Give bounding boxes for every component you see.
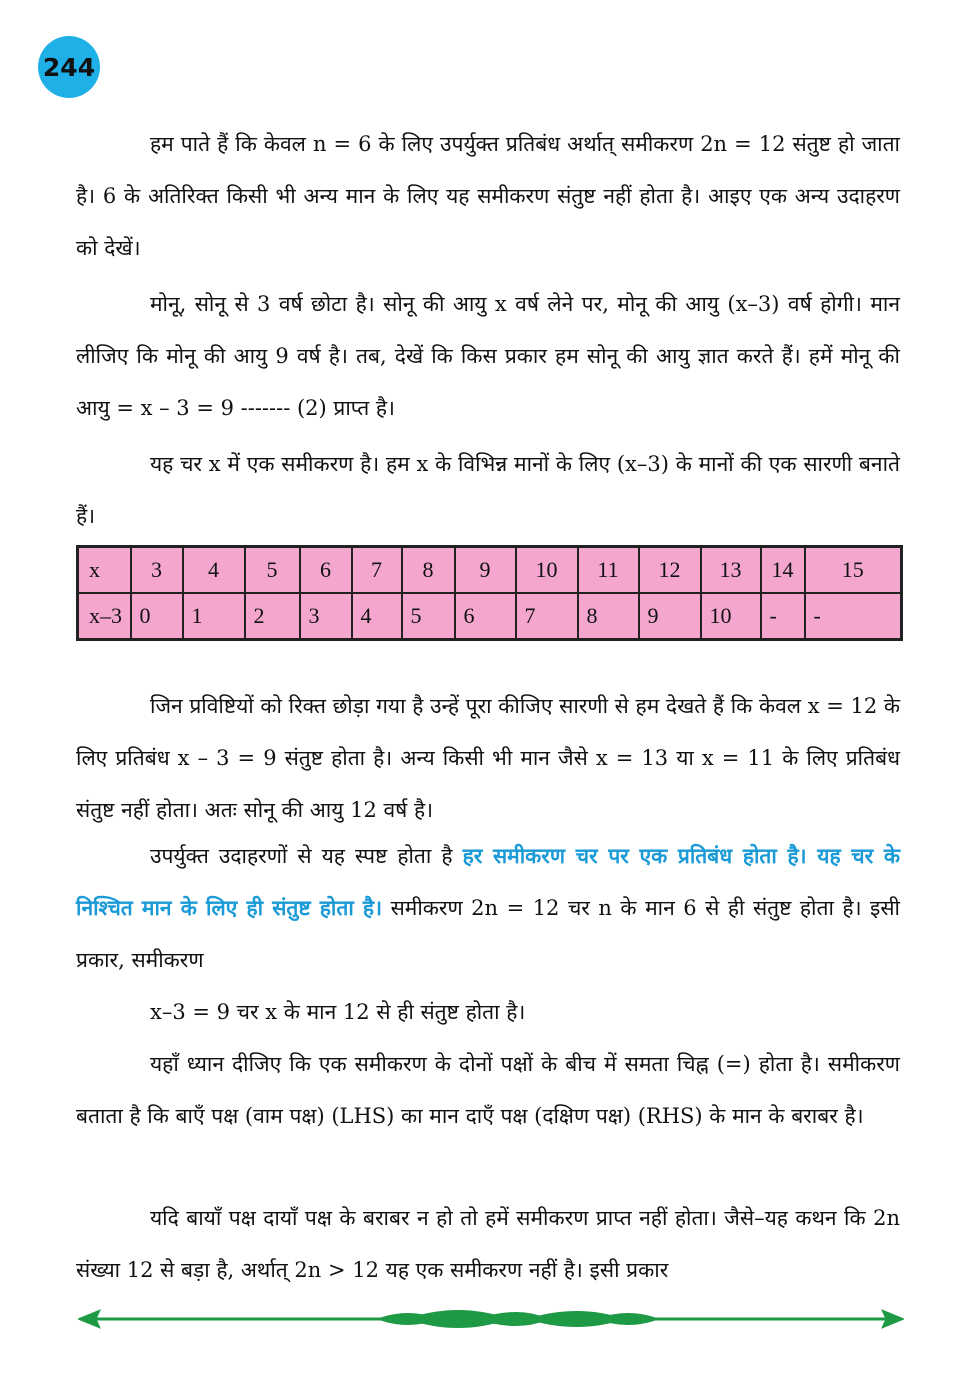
table-cell: 4 (183, 547, 245, 594)
table-cell: 13 (701, 547, 761, 594)
table-row-x-minus-3 (78, 593, 902, 640)
table-cell: 6 (300, 547, 352, 594)
highlighted-statement: हर समीकरण चर पर एक प्रतिबंध होता है। यह चर के निश्चित मान के लिए ही संतुष्ट होता है। (76, 843, 900, 920)
table-cell: 8 (402, 547, 455, 594)
table-cell: 14 (761, 547, 805, 594)
paragraph-5-start: उपर्युक्त उदाहरणों से यह स्पष्ट होता है (150, 844, 463, 868)
table-cell: 3 (300, 593, 352, 640)
values-table (76, 545, 903, 641)
table-cell: 1 (183, 593, 245, 640)
table-cell: - (805, 593, 902, 640)
page-number: 244 (42, 52, 96, 82)
table-cell: 2 (245, 593, 300, 640)
table-cell: x–3 (78, 593, 131, 640)
footer-ornament (78, 1302, 904, 1336)
table-cell: 12 (639, 547, 701, 594)
paragraph-2: मोनू, सोनू से 3 वर्ष छोटा है। सोनू की आयु x वर्ष लेने पर, मोनू की आयु (x–3) वर्ष होगी। मान लीजिए कि मोनू की आयु 9 वर्ष है। तब, देखें कि किस प्रकार हम सोनू की आयु ज्ञात करते हैं। हमें मोनू की आयु = x – 3 = 9 ------- (2) प्राप्त है। (76, 292, 900, 420)
table-cell: 9 (639, 593, 701, 640)
paragraph-7: यदि बायाँ पक्ष दायाँ पक्ष के बराबर न हो तो हमें समीकरण प्राप्त नहीं होता। जैसे–यह कथन कि 2n संख्या 12 से बड़ा है, अर्थात् 2n > 12 यह एक समीकरण नहीं है। इसी प्रकार (76, 1206, 900, 1282)
paragraph-6: यहाँ ध्यान दीजिए कि एक समीकरण के दोनों पक्षों के बीच में समता चिह्न (=) होता है। समीकरण बताता है कि बाएँ पक्ष (वाम पक्ष) (LHS) का मान दाएँ पक्ष (दक्षिण पक्ष) (RHS) के मान के बराबर है। (76, 1052, 900, 1128)
table-cell: 9 (455, 547, 516, 594)
page-number-badge (38, 36, 100, 98)
table-cell: 8 (578, 593, 639, 640)
table-cell: - (761, 593, 805, 640)
table-cell: 3 (131, 547, 183, 594)
table-cell: x (78, 547, 131, 594)
paragraph-5 (76, 830, 900, 986)
paragraph-4: जिन प्रविष्टियों को रिक्त छोड़ा गया है उन्हें पूरा कीजिए सारणी से हम देखते हैं कि केवल x = 12 के लिए प्रतिबंध x – 3 = 9 संतुष्ट होता है। अन्य किसी भी मान जैसे x = 13 या x = 11 के लिए प्रतिबंध संतुष्ट नहीं होता। अतः सोनू की आयु 12 वर्ष है। (76, 694, 901, 822)
table-cell: 6 (455, 593, 516, 640)
table-cell: 5 (402, 593, 455, 640)
paragraph-3: यह चर x में एक समीकरण है। हम x के विभिन्न मानों के लिए (x–3) के मानों की एक सारणी बनाते हैं। (76, 452, 900, 528)
table-cell: 15 (805, 547, 902, 594)
paragraph-1: हम पाते हैं कि केवल n = 6 के लिए उपर्युक्त प्रतिबंध अर्थात् समीकरण 2n = 12 संतुष्ट हो जाता है। 6 के अतिरिक्त किसी भी अन्य मान के लिए यह समीकरण संतुष्ट नहीं होता है। आइए एक अन्य उदाहरण को देखें। (76, 132, 900, 260)
table-cell: 4 (352, 593, 402, 640)
table-cell: 5 (245, 547, 300, 594)
table-cell: 10 (701, 593, 761, 640)
paragraph-5-end: समीकरण 2n = 12 चर n के मान 6 से ही संतुष्ट होता है। इसी प्रकार, समीकरण (76, 896, 900, 972)
table-cell: 7 (352, 547, 402, 594)
table-cell: 0 (131, 593, 183, 640)
table-cell: 7 (516, 593, 578, 640)
table-cell: 11 (578, 547, 639, 594)
table-cell: 10 (516, 547, 578, 594)
equation-line: x–3 = 9 चर x के मान 12 से ही संतुष्ट होता है। (150, 1000, 526, 1024)
table-row-x (78, 547, 902, 594)
